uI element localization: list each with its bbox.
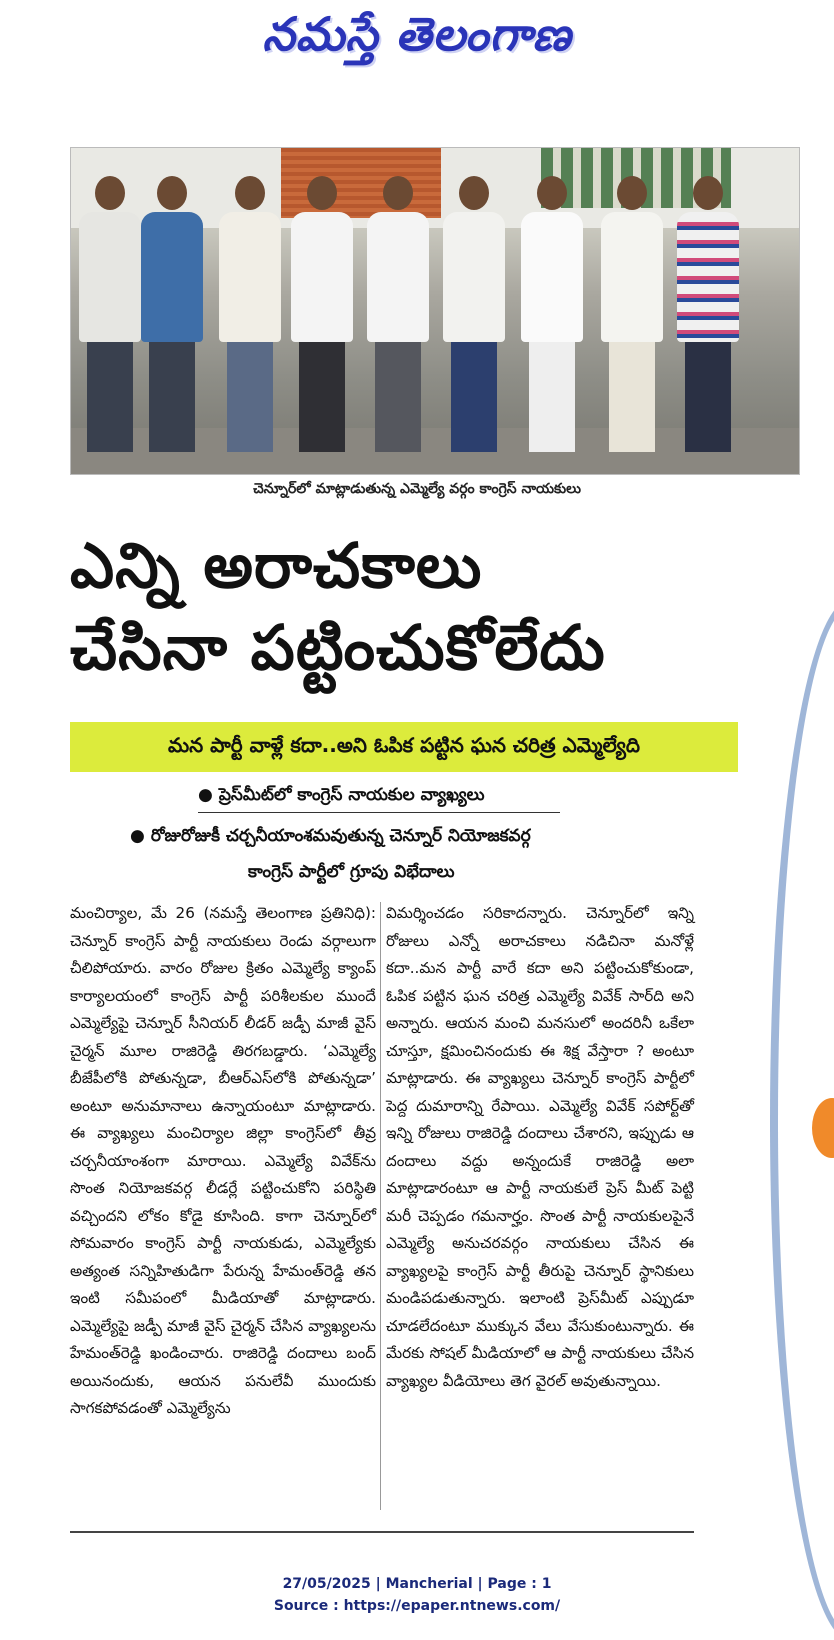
- person-figure: [677, 176, 739, 452]
- bullet-point-2-continued: కాంగ్రెస్‌ పార్టీలో గ్రూపు విభేదాలు: [248, 862, 455, 882]
- headline-line-1: ఎన్ని అరాచకాలు: [70, 529, 483, 602]
- headline-line-2: చేసినా పట్టించుకోలేదు: [70, 611, 606, 684]
- person-figure: [141, 176, 203, 452]
- person-figure: [521, 176, 583, 452]
- subheadline-banner: [70, 722, 738, 772]
- masthead: [0, 6, 834, 74]
- article-bottom-rule: [70, 1531, 694, 1533]
- news-photo: [70, 147, 800, 475]
- article-column-right: విమర్శించడం సరికాదన్నారు. చెన్నూర్‌లో ఇన్ని రోజులు ఎన్నో అరాచకాలు నడిచినా మనోళ్లే కదా..మన పార్టీ వారే కదా అని పట్టించుకోకుండా, ఓపిక పట్టిన ఘన చరిత్ర ఎమ్మెల్యే వివేక్‌ సార్‌ది అని అన్నారు. ఆయన మంచి మనసులో అందరినీ ఒకేలా చూస్తూ, క్షమించినందుకు ఈ శిక్ష వేస్తారా ? అంటూ మాట్లాడారు. ఈ వ్యాఖ్యలు చెన్నూర్‌ కాంగ్రెస్‌ పార్టీలో పెద్ద దుమారాన్ని రేపాయి. ఎమ్మెల్యే వివేక్‌ సపోర్ట్‌తో ఇన్ని రోజులు రాజిరెడ్డి దందాలు చేశారని, ఇప్పుడు ఆ దందాలు వద్దు అన్నందుకే రాజిరెడ్డి అలా మాట్లాడారంటూ ఆ పార్టీ నాయకులే ప్రెస్‌ మీట్‌ పెట్టి మరీ చెప్పడం గమనార్హం. సొంత పార్టీ నాయకులపైనే ఎమ్మెల్యే అనుచరవర్గం నాయకులు చేసిన ఈ వ్యాఖ్యలపై కాంగ్రెస్‌ పార్టీ తీరుపై చెన్నూర్‌ స్థానికులు మండిపడుతున్నారు. ఇలాంటి ప్రెస్‌మీట్‌ ఎప్పుడూ చూడలేదంటూ ముక్కున వేలు వేసుకుంటున్నారు. ఈ మేరకు సోషల్‌ మీడియాలో ఆ పార్టీ నాయకులు చేసిన వ్యాఖ్యల వీడియోలు తెగ వైరల్‌ అవుతున్నాయి.: [386, 904, 694, 1390]
- column-divider: [380, 902, 381, 1510]
- bullet-underline: [198, 812, 560, 813]
- person-figure: [601, 176, 663, 452]
- bullet-dot-icon: ●: [130, 826, 145, 846]
- newspaper-title: నమస్తే తెలంగాణ: [262, 7, 572, 61]
- person-figure: [367, 176, 429, 452]
- photo-caption: చెన్నూర్‌లో మాట్లాడుతున్న ఎమ్మెల్యే వర్గం కాంగ్రెస్‌ నాయకులు: [253, 481, 581, 497]
- person-figure: [219, 176, 281, 452]
- footer-dateline: 27/05/2025 | Mancherial | Page : 1: [282, 1576, 552, 1592]
- article-column-left: మంచిర్యాల, మే 26 (నమస్తే తెలంగాణ ప్రతినిధి): చెన్నూర్‌ కాంగ్రెస్‌ పార్టీ నాయకులు రెండు వర్గాలుగా చీలిపోయారు. వారం రోజుల క్రితం ఎమ్మెల్యే క్యాంప్‌ కార్యాలయంలో కాంగ్రెస్‌ పార్టీ పరిశీలకుల ముందే ఎమ్మెల్యేపై చెన్నూర్‌ సీనియర్‌ లీడర్‌ జడ్పీ మాజీ వైస్‌ చైర్మన్‌ మూల రాజిరెడ్డి తిరగబడ్డారు. ‘ఎమ్మెల్యే బీజేపీలోకి పోతున్నడా, బీఆర్‌ఎస్‌లోకి పోతున్నడా’ అంటూ అనుమానాలు ఉన్నాయంటూ మాట్లాడారు. ఈ వ్యాఖ్యలు మంచిర్యాల జిల్లా కాంగ్రెస్‌లో తీవ్ర చర్చనీయాంశంగా మారాయి. ఎమ్మెల్యే వివేక్‌ను సొంత నియోజకవర్గ లీడర్లే పట్టించుకోని పరిస్థితి వచ్చిందని లోకం కోడై కూసింది. కాగా చెన్నూర్‌లో సోమవారం కాంగ్రెస్‌ పార్టీ నాయకుడు, ఎమ్మెల్యేకు అత్యంత సన్నిహితుడిగా పేరున్న హేమంత్‌రెడ్డి తన ఇంటి సమీపంలో మీడియాతో మాట్లాడారు. ఎమ్మెల్యేపై జడ్పీ మాజీ వైస్‌ చైర్మన్‌ చేసిన వ్యాఖ్యలను హేమంత్‌రెడ్డి ఖండించారు. రాజిరెడ్డి దందాలు బంద్‌ అయినందుకు, ఆయన పనులేవీ ముందుకు సాగకపోవడంతో ఎమ్మెల్యేను: [70, 904, 376, 1417]
- footer-source: Source : https://epaper.ntnews.com/: [273, 1598, 561, 1614]
- bullet-point-1: ● ప్రెస్‌మీట్‌లో కాంగ్రెస్‌ నాయకుల వ్యాఖ్యలు: [198, 785, 485, 805]
- bullet-dot-icon: ●: [198, 785, 213, 805]
- person-figure: [443, 176, 505, 452]
- bullet-point-2: ● రోజురోజుకీ చర్చనీయాంశమవుతున్న చెన్నూర్‌ నియోజకవర్గ: [130, 826, 531, 846]
- person-figure: [291, 176, 353, 452]
- subheadline-text: మన పార్టీ వాళ్లే కదా..అని ఓపిక పట్టిన ఘన చరిత్ర ఎమ్మెల్యేది: [167, 732, 641, 757]
- person-figure: [79, 176, 141, 452]
